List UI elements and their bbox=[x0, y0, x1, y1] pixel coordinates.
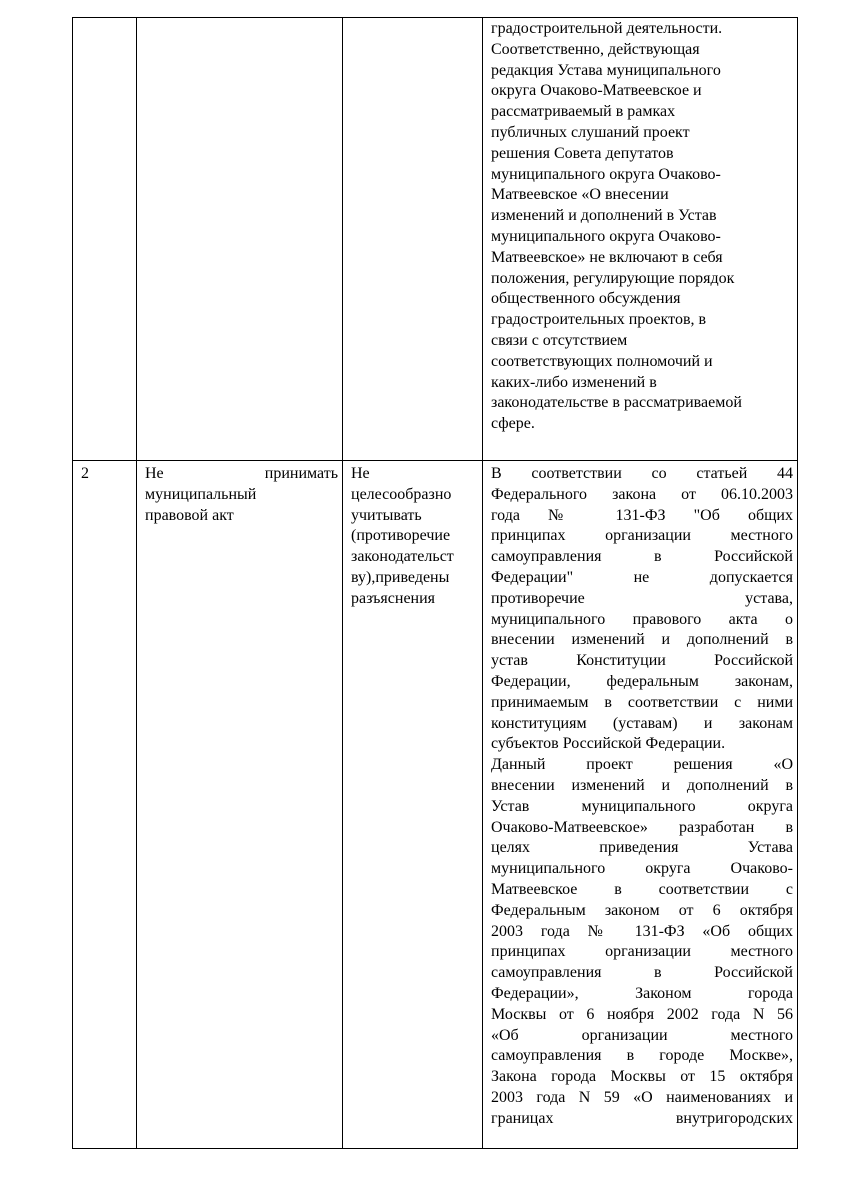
proposal-line: Не принимать bbox=[145, 465, 338, 482]
recommendation-line: учитывать bbox=[351, 506, 422, 524]
justification-line: Соответственно, действующая bbox=[491, 40, 700, 58]
justification-line: внесении изменений и дополнений в bbox=[491, 776, 793, 794]
justification-line: 2003 года № 131-ФЗ «Об общих bbox=[491, 922, 793, 940]
table-row bbox=[73, 18, 798, 461]
justification-line: законодательстве в рассматриваемой bbox=[491, 394, 742, 412]
justification-line: «Об организации местного bbox=[491, 1026, 793, 1044]
justification-paragraph bbox=[491, 755, 793, 1129]
justification-line: устав Конституции Российской bbox=[491, 652, 793, 670]
justification-cell bbox=[483, 18, 798, 461]
justification-line: Москвы от 6 ноября 2002 года N 56 bbox=[491, 1005, 793, 1023]
justification-line: Федерального закона от 06.10.2003 bbox=[491, 485, 793, 503]
recommendation-line: (противоречие bbox=[351, 527, 451, 545]
proposal-line: муниципальный bbox=[145, 485, 257, 503]
justification-line: внесении изменений и дополнений в bbox=[491, 631, 793, 649]
recommendation-line: разъяснения bbox=[351, 589, 436, 607]
justification-line: сфере. bbox=[491, 415, 535, 433]
justification-line: В соответствии со статьей 44 bbox=[491, 465, 793, 482]
justification-line: года № 131-ФЗ "Об общих bbox=[491, 506, 793, 524]
justification-line: Федеральным законом от 6 октября bbox=[491, 901, 793, 919]
justification-line: Федерации, федеральным законам, bbox=[491, 672, 793, 690]
justification-line: Матвеевское в соответствии с bbox=[491, 880, 793, 898]
proposal-line: правовой акт bbox=[145, 506, 234, 524]
justification-line: редакция Устава муниципального bbox=[491, 61, 721, 79]
justification-line: Федерации" не допускается bbox=[491, 568, 793, 586]
justification-line: конституциям (уставам) и законам bbox=[491, 714, 793, 732]
justification-line: Данный проект решения «О bbox=[491, 756, 793, 774]
justification-line: муниципального округа Очаково- bbox=[491, 165, 721, 183]
justification-line: целях приведения Устава bbox=[491, 839, 793, 857]
justification-line: муниципального правового акта о bbox=[491, 610, 793, 628]
justification-line: рассматриваемый в рамках bbox=[491, 103, 676, 121]
recommendation-line: целесообразно bbox=[351, 485, 452, 503]
justification-line: Матвеевское» не включают в себя bbox=[491, 248, 723, 266]
justification-line: решения Совета депутатов bbox=[491, 144, 674, 162]
justification-line: 2003 года N 59 «О наименованиях и bbox=[491, 1088, 793, 1106]
justification-line: изменений и дополнений в Устав bbox=[491, 207, 717, 225]
recommendation-cell bbox=[343, 461, 483, 1149]
justification-line: Устав муниципального округа bbox=[491, 797, 793, 815]
justification-line: каких-либо изменений в bbox=[491, 373, 657, 391]
justification-line: связи с отсутствием bbox=[491, 331, 628, 349]
row-number-cell bbox=[73, 461, 137, 1149]
justification-line: округа Очаково-Матвеевское и bbox=[491, 82, 702, 100]
justification-line: общественного обсуждения bbox=[491, 290, 681, 308]
justification-line: положения, регулирующие порядок bbox=[491, 269, 735, 287]
justification-line: принципах организации местного bbox=[491, 943, 793, 961]
justification-line: противоречие устава, bbox=[491, 589, 793, 607]
justification-line: градостроительных проектов, в bbox=[491, 311, 707, 329]
recommendation-line: законодательст bbox=[351, 548, 454, 566]
justification-line: самоуправления в Российской bbox=[491, 548, 793, 566]
proposals-table bbox=[72, 17, 798, 1149]
justification-cell bbox=[483, 461, 798, 1149]
proposal-cell bbox=[137, 18, 343, 461]
justification-paragraph bbox=[491, 464, 793, 755]
proposal-cell bbox=[137, 461, 343, 1149]
justification-line: Закона города Москвы от 15 октября bbox=[491, 1068, 793, 1086]
justification-line: субъектов Российской Федерации. bbox=[491, 735, 726, 753]
row-number: 2 bbox=[81, 465, 89, 482]
justification-line: границах внутригородских bbox=[491, 1109, 793, 1127]
recommendation-cell bbox=[343, 18, 483, 461]
justification-line: самоуправления в городе Москве», bbox=[491, 1047, 793, 1065]
justification-line: принципах организации местного bbox=[491, 527, 793, 545]
justification-line: принимаемым в соответствии с ними bbox=[491, 693, 793, 711]
recommendation-line: ву),приведены bbox=[351, 568, 450, 586]
row-number-cell bbox=[73, 18, 137, 461]
justification-line: Очаково-Матвеевское» разработан в bbox=[491, 818, 793, 836]
table-row bbox=[73, 461, 798, 1149]
justification-line: Матвеевское «О внесении bbox=[491, 186, 669, 204]
justification-line: градостроительной деятельности. bbox=[491, 20, 723, 37]
justification-line: муниципального округа Очаково- bbox=[491, 860, 793, 878]
justification-line: соответствующих полномочий и bbox=[491, 352, 713, 370]
justification-line: публичных слушаний проект bbox=[491, 123, 690, 141]
justification-line: самоуправления в Российской bbox=[491, 964, 793, 982]
justification-line: Федерации», Законом города bbox=[491, 984, 793, 1002]
recommendation-line: Не bbox=[351, 465, 370, 482]
justification-line: муниципального округа Очаково- bbox=[491, 227, 721, 245]
